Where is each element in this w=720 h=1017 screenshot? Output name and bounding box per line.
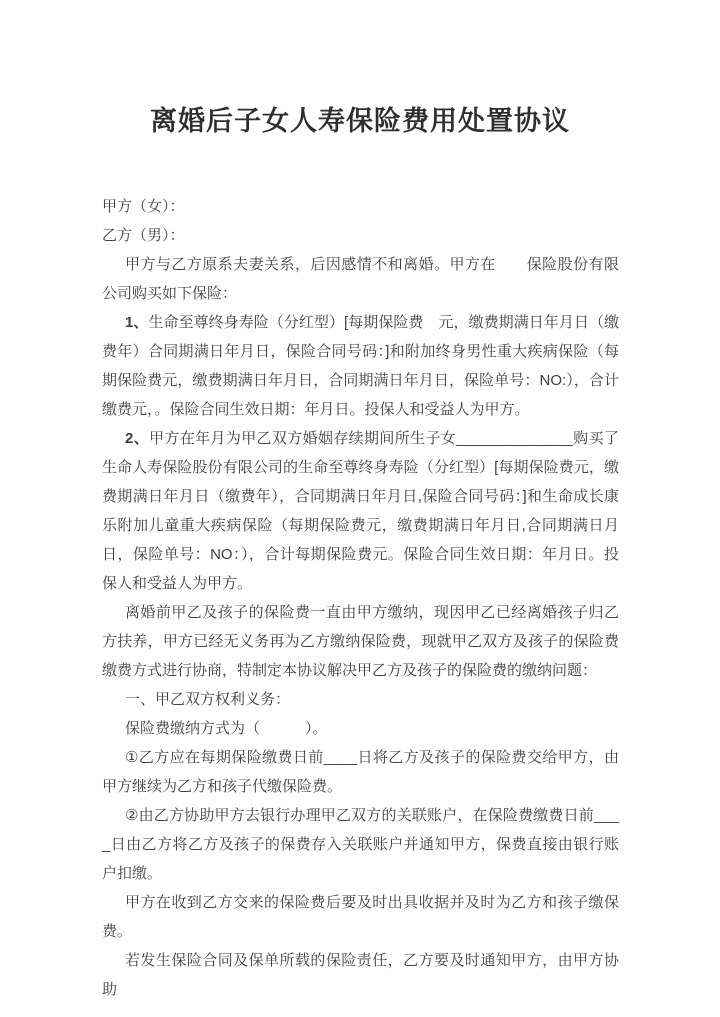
text-segment: 离婚前甲乙及孩子的保险费一直由甲方缴纳，现因甲乙已经离婚孩子归乙方扶养，甲方已经无义务再为乙方缴纳保险费，现就甲乙双方及孩子的保险费缴费方式进行协商，特制定本协议解决甲乙方及孩子的保险费的缴纳问题： — [102, 604, 619, 679]
text-segment: 保险费缴纳方式为（ ）。 — [125, 720, 328, 737]
text-segment: 若发生保险合同及保单所载的保险责任，乙方要及时通知甲方，由甲方协助 — [102, 952, 619, 998]
text-segment: 乙方（男）： — [102, 227, 185, 244]
text-segment: 甲方在收到乙方交来的保险费后要及时出具收据并及时为乙方和孩子缴保费。 — [102, 894, 619, 940]
text-segment: 甲方与乙方原系夫妻关系，后因感情不和离婚。甲方在 保险股份有限公司购买如下保险： — [102, 256, 619, 302]
list-number: 1、 — [125, 314, 149, 331]
paragraph — [102, 888, 619, 946]
text-segment: ①乙方应在每期保险缴费日前____日将乙方及孩子的保险费交给甲方，由甲方继续为乙方和孩子代缴保险费。 — [102, 749, 619, 795]
text-segment: 一、甲乙双方权利义务： — [125, 691, 291, 708]
text-segment: ②由乙方协助甲方去银行办理甲乙双方的关联账户，在保险费缴费日前____日由乙方将乙方及孩子的保费存入关联账户并通知甲方，保费直接由银行账户扣缴。 — [102, 807, 619, 882]
paragraph — [102, 192, 619, 221]
paragraph — [102, 743, 619, 801]
paragraph — [102, 801, 619, 888]
paragraph — [102, 685, 619, 714]
text-segment: 生命至尊终身寿险（分红型）[每期保险费 元，缴费期满日年月日（缴费年）合同期满日年月日，保险合同号码：]和附加终身男性重大疾病保险（每期保险费元，缴费期满日年月日，合同期满日年月日，保险单号：NO:），合计缴费元，。保险合同生效日期：年月日。投保人和受益人为甲方。 — [102, 314, 620, 418]
text-segment: 甲方（女）： — [102, 198, 185, 215]
paragraph — [102, 250, 619, 308]
document-title: 离婚后子女人寿保险费用处置协议 — [150, 106, 570, 136]
paragraph — [102, 424, 619, 598]
paragraph — [102, 221, 619, 250]
document-body — [102, 192, 619, 1004]
paragraph — [102, 598, 619, 685]
text-segment: 甲方在年月为甲乙双方婚姻存续期间所生子女______________购买了生命人寿保险股份有限公司的生命至尊终身寿险（分红型）[每期保险费元，缴费期满日年月日（缴费年），合同期满日年月日,保险合同号码：]和生命成长康乐附加儿童重大疾病保险（每期保险费元，缴费期满日年月日,合同期满日月日，保险单号：NO：），合计每期保险费元。保险合同生效日期：年月日。投保人和受益人为甲方。 — [102, 430, 620, 592]
paragraph — [102, 946, 619, 1004]
paragraph — [102, 714, 619, 743]
list-number: 2、 — [125, 430, 150, 447]
paragraph — [102, 308, 619, 424]
